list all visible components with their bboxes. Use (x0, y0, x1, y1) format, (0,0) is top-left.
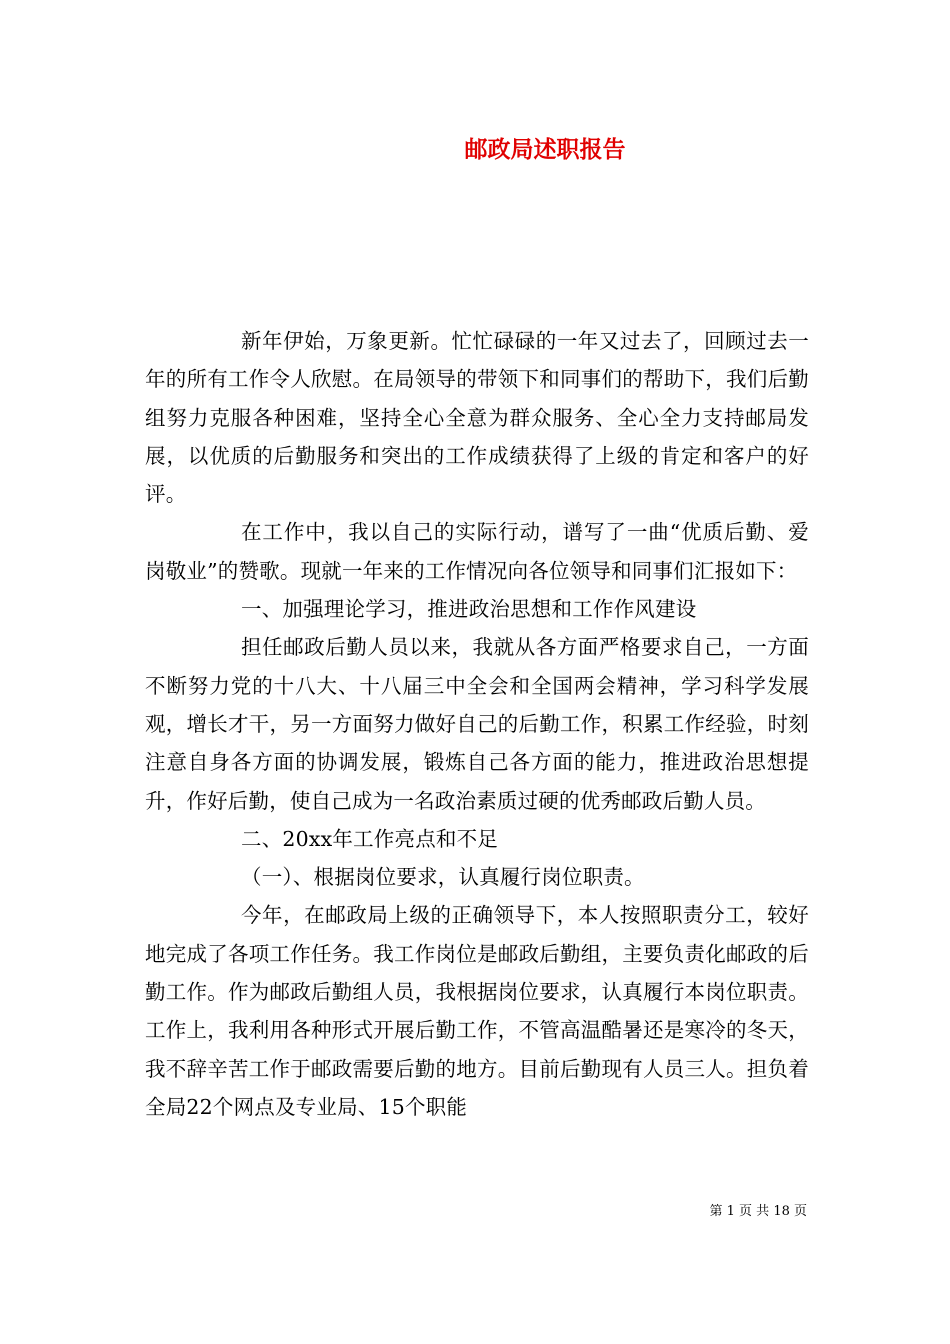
section-heading-1: 一、加强理论学习，推进政治思想和工作作风建设 (241, 597, 697, 622)
paragraph-section-1: 担任邮政后勤人员以来，我就从各方面严格要求自己，一方面不断努力党的十八大、十八届三中全会和全国两会精神，学习科学发展观，增长才干，另一方面努力做好自己的后勤工作，积累工作经验，时刻注意自身各方面的协调发展，锻炼自己各方面的能力，推进政治思想提升，作好后勤，使自己成为一名政治素质过硬的优秀邮政后勤人员。 (145, 635, 809, 813)
paragraph-report-intro: 在工作中，我以自己的实际行动，谱写了一曲“优质后勤、爱岗敬业”的赞歌。现就一年来的工作情况向各位领导和同事们汇报如下： (145, 520, 809, 583)
subsection-heading-1: （一）、根据岗位要求，认真履行岗位职责。 (241, 865, 645, 890)
paragraph-intro: 新年伊始，万象更新。忙忙碌碌的一年又过去了，回顾过去一年的所有工作令人欣慰。在局领导的带领下和同事们的帮助下，我们后勤组努力克服各种困难，坚持全心全意为群众服务、全心全力支持邮局发展，以优质的后勤服务和突出的工作成绩获得了上级的肯定和客户的好评。 (145, 329, 809, 507)
document-title: 邮政局述职报告 (464, 136, 626, 163)
section-heading-2: 二、20xx年工作亮点和不足 (241, 826, 499, 851)
page-number: 第 1 页 共 18 页 (709, 1204, 807, 1219)
document-body (145, 322, 809, 1126)
paragraph-subsection-1: 今年，在邮政局上级的正确领导下，本人按照职责分工，较好地完成了各项工作任务。我工作岗位是邮政后勤组，主要负责化邮政的后勤工作。作为邮政后勤组人员，我根据岗位要求，认真履行本岗位职责。工作上，我利用各种形式开展后勤工作，不管高温酷暑还是寒冷的冬天，我不辞辛苦工作于邮政需要后勤的地方。目前后勤现有人员三人。担负着全局22个网点及专业局、15个职能 (145, 903, 809, 1119)
